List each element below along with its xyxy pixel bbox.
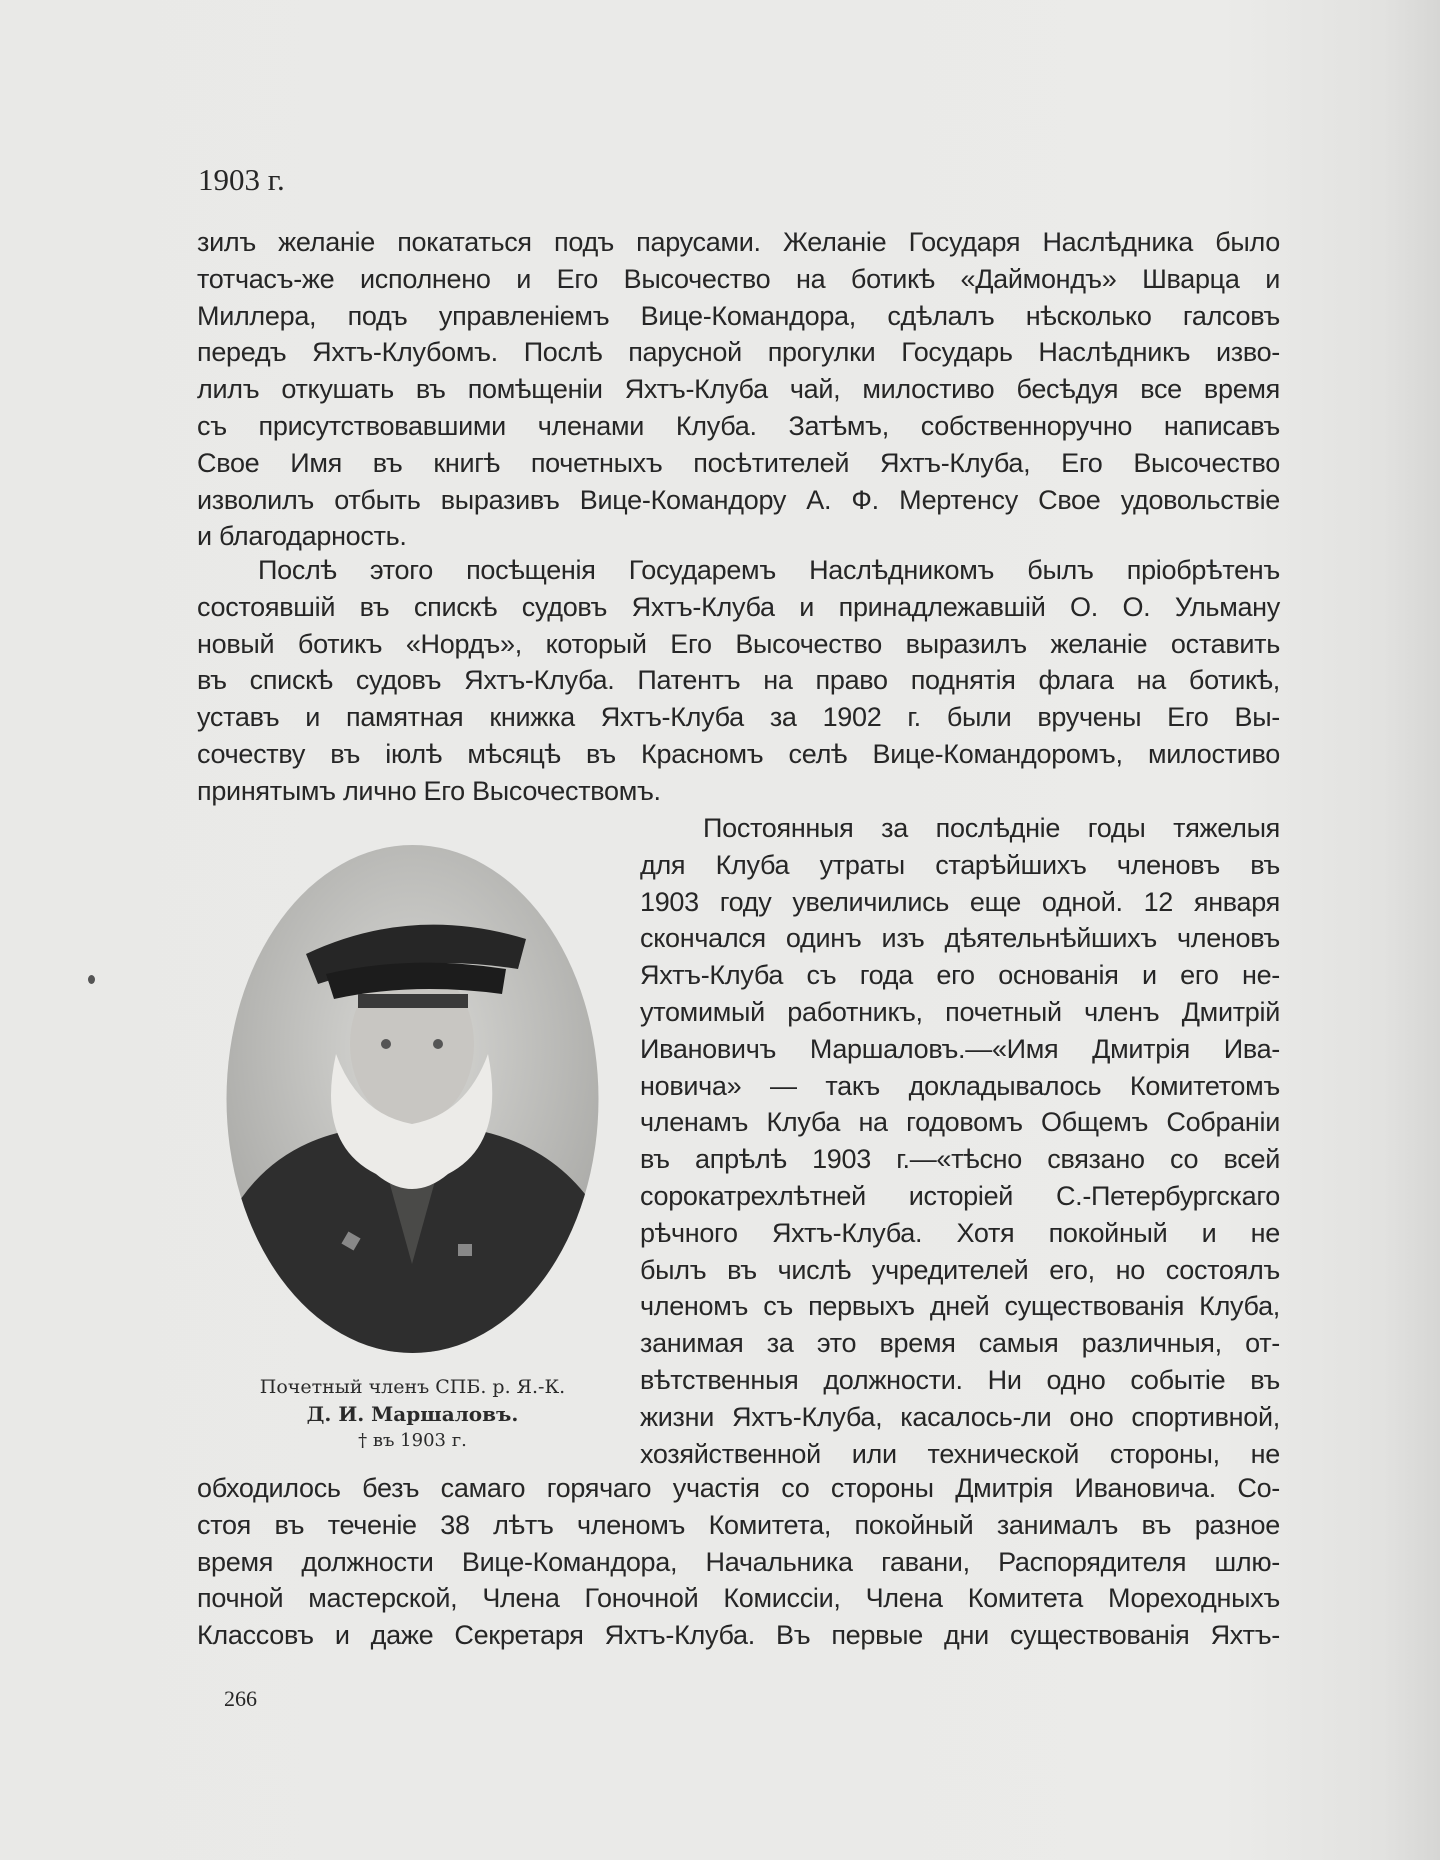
scan-speck <box>88 975 95 984</box>
text-line: время должности Вице-Командора, Начальника гавани, Распорядителя шлю- <box>197 1546 1280 1577</box>
text-line: утомимый работникъ, почетный членъ Дмитрій <box>640 997 1280 1027</box>
text-line: членамъ Клуба на годовомъ Общемъ Собраніи <box>640 1107 1280 1138</box>
text-line: зилъ желаніе покататься подъ парусами. Желаніе Государя Наслѣдника было <box>197 227 1280 257</box>
caption-death-year: † въ 1903 г. <box>358 1430 467 1451</box>
text-line: передъ Яхтъ-Клубомъ. Послѣ парусной прогулки Государь Наслѣдникъ изво- <box>197 337 1280 368</box>
text-line: занимая за это время самыя различныя, от- <box>640 1328 1280 1359</box>
text-line: хозяйственной или технической стороны, не <box>640 1438 1280 1469</box>
text-line: скончался одинъ изъ дѣятельнѣйшихъ членовъ <box>640 923 1280 954</box>
text-line: почной мастерской, Члена Гоночной Комиссіи, Члена Комитета Мореходныхъ <box>197 1583 1280 1614</box>
running-head: 1903 г. <box>198 162 285 197</box>
text-line: Яхтъ-Клуба съ года его основанія и его не- <box>640 960 1280 991</box>
text-line: Постоянныя за послѣдніе годы тяжелыя <box>703 813 1280 843</box>
text-line: съ присутствовавшими членами Клуба. Затѣмъ, собственноручно написавъ <box>197 411 1280 441</box>
caption-name: Д. И. Маршаловъ. <box>306 1402 519 1426</box>
page-number: 266 <box>224 1686 257 1711</box>
text-line: обходилось безъ самаго горячаго участія со стороны Дмитрія Ивановича. Со- <box>197 1473 1280 1503</box>
text-line: членомъ съ первыхъ дней существованія Клуба, <box>640 1291 1280 1322</box>
text-line: для Клуба утраты старѣйшихъ членовъ въ <box>640 849 1280 880</box>
text-line: сочеству въ іюлѣ мѣсяцѣ въ Красномъ селѣ Вице-Командоромъ, милостиво <box>197 739 1280 769</box>
text-line: Ивановичъ Маршаловъ.—«Имя Дмитрія Ива- <box>640 1033 1280 1064</box>
text-line: лилъ откушать въ помѣщеніи Яхтъ-Клуба чай, милостиво бесѣдуя все время <box>197 374 1280 405</box>
text-line: принятымъ лично Его Высочествомъ. <box>197 775 661 806</box>
text-line: новый ботикъ «Нордъ», который Его Высочество выразилъ желаніе оставить <box>197 628 1280 659</box>
text-line: вѣтственныя должности. Ни одно событіе въ <box>640 1365 1280 1395</box>
text-line: новича» — такъ докладывалось Комитетомъ <box>640 1070 1280 1101</box>
text-line: Послѣ этого посѣщенія Государемъ Наслѣдникомъ былъ пріобрѣтенъ <box>258 555 1280 585</box>
text-line: въ спискѣ судовъ Яхтъ-Клуба. Патентъ на право поднятія флага на ботикѣ, <box>197 665 1280 696</box>
text-line: Миллера, подъ управленіемъ Вице-Командора, сдѣлалъ нѣсколько галсовъ <box>197 300 1280 331</box>
text-line: изволилъ отбыть выразивъ Вице-Командору А. Ф. Мертенсу Свое удовольствіе <box>197 484 1280 515</box>
text-line: Свое Имя въ книгѣ почетныхъ посѣтителей Яхтъ-Клуба, Его Высочество <box>197 447 1280 478</box>
text-line: состоявшій въ спискѣ судовъ Яхтъ-Клуба и принадлежавшій О. О. Ульману <box>197 591 1280 622</box>
text-line: жизни Яхтъ-Клуба, касалось-ли оно спортивной, <box>640 1401 1280 1432</box>
text-line: рѣчного Яхтъ-Клуба. Хотя покойный и не <box>640 1217 1280 1248</box>
text-line: въ апрѣлѣ 1903 г.—«тѣсно связано со всей <box>640 1144 1280 1175</box>
text-line: 1903 году увеличились еще одной. 12 января <box>640 886 1280 917</box>
text-line: тотчасъ-же исполнено и Его Высочество на ботикѣ «Даймондъ» Шварца и <box>197 263 1280 294</box>
text-line: сорокатрехлѣтней исторіей С.-Петербургскаго <box>640 1181 1280 1211</box>
text-line: былъ въ числѣ учредителей его, но состоялъ <box>640 1254 1280 1285</box>
portrait-photo <box>226 844 599 1354</box>
text-line: уставъ и памятная книжка Яхтъ-Клуба за 1902 г. были вручены Его Вы- <box>197 702 1280 733</box>
text-line: Классовъ и даже Секретаря Яхтъ-Клуба. Въ первые дни существованія Яхтъ- <box>197 1620 1280 1651</box>
caption-title: Почетный членъ СПБ. р. Я.-К. <box>259 1376 566 1398</box>
text-line: стоя въ теченіе 38 лѣтъ членомъ Комитета, покойный занималъ въ разное <box>197 1509 1280 1540</box>
text-line: и благодарность. <box>197 521 407 552</box>
